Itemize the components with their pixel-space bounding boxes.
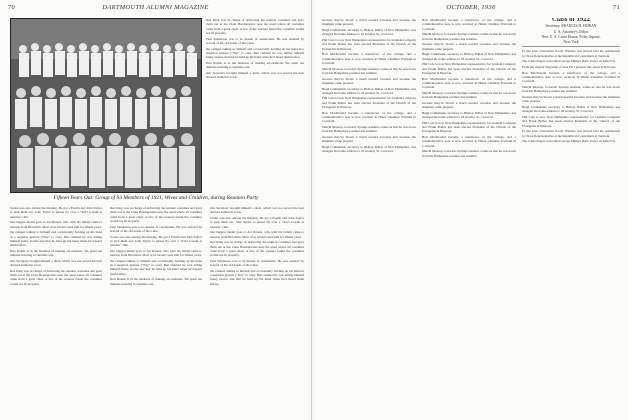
left-page-header — [8, 4, 303, 14]
left-page-number: 70 — [8, 4, 16, 11]
left-page-title: DARTMOUTH ALUMNI MAGAZINE — [102, 4, 209, 11]
left-col-paragraph: Rex King was in charge of delivering the reunion costumes and gave them out at the Class Headquarters near the quad where all costumes came from a great chest. A few of the wearers found the costumes would not fit properly. — [210, 240, 304, 258]
left-col-paragraph: Scales was also among the missing. He got a Fourth and John Taylor to pick them out. John Taylor to please fly over a "don't scream at reunion" club. — [110, 234, 202, 248]
right-col-paragraph: In this state convention Scotty Wheeler was moved into the nomination for State Representative at the Republican Convention in Vermont. — [522, 129, 620, 138]
left-col-paragraph: Rex King was in charge of delivering the reunion costumes and gave them out at the Class Headquarters near the quad where all costumes came from a great chest. A few of the wearers found the costumes would not fit properly. — [206, 18, 304, 35]
right-col-paragraph: because they've blown a much needed vacation and because the shipment came prepaid. — [322, 18, 416, 27]
left-col-paragraph: Scales was also among the missing. He got a Fourth and John Taylor to pick them out. John Taylor to please fly over a "don't scream at reunion" club. — [10, 206, 102, 219]
right-col-paragraph: Phil Cole is now New Hampshire representative for Graham Company and Frank Bolles has been elected President of the Church of the Evangelist in Hanover. — [422, 120, 516, 134]
right-col-paragraph: Phil Cole is now New Hampshire representative for Graham Company and Frank Bolles has been elected President of the Church of the Evangelist in Hanover. — [322, 37, 416, 51]
left-col-paragraph: Don Rohde is in the business of making air-cushions. We spent ten minutes learning to ventilate one. — [10, 248, 102, 258]
right-col-paragraph: Merrill Mossop, Colorado Springs resident, writes us that he was down from his Hampshire position last summer. — [522, 85, 620, 94]
right-col-paragraph: Bob MacDonald became a benefactor of the college, and a commemorative note is now received in Helen Chamber Portland in Cornwall. — [422, 18, 516, 31]
right-col-paragraph: Hugh Cruikshank, secretary to Bishop Dallas of New Hampshire, has changed his home address to 18 Greeley St., Concord. — [322, 145, 416, 154]
left-bottom-col-2 — [110, 206, 202, 416]
left-col-paragraph: Our biggest medal goes to Art Darsen, who with his family came to reunion from Honolulu. Most of us haven't seen him for fifteen years. — [210, 230, 304, 239]
right-col-paragraph: Hugh Cruikshank, secretary to Bishop Dallas of New Hampshire, has changed his home address to 18 Greeley St., Concord. — [422, 52, 516, 61]
right-col-2 — [422, 18, 516, 416]
right-col-paragraph: because they've blown a much needed vacation and because the shipment came prepaid. — [422, 100, 516, 110]
right-page-number: 71 — [612, 4, 620, 11]
right-col-paragraph: Phil Cole is now New Hampshire representative for Graham Company and Frank Bolles has been elected President of the Church of the Evangelist in Hanover. — [422, 62, 516, 75]
right-col-paragraph: because they've blown a much needed vacation and because the shipment came prepaid. — [422, 42, 516, 51]
left-col-paragraph: Paul Sanderson was to be master of ceremonies. He was assisted by several of the old hands of the Class. — [110, 224, 202, 233]
right-col-paragraph: Merrill Mossop, Colorado Springs resident, writes us that he was down from his Hampshire position last summer. — [422, 90, 516, 100]
firm-line-3: New York — [563, 40, 579, 45]
right-col-paragraph: The Cable Papers welcomed George Phillips (Mrs. Porter on March 5). — [522, 139, 616, 144]
right-col-3 — [522, 18, 620, 416]
right-col-paragraph: Phil Cole is now New Hampshire representative for Graham Company and Frank Bolles has been elected President of the Church of the Evangelist in Hanover. — [522, 115, 620, 128]
photo-caption: Fifteen Years Out: Group of 93 Members of 1921, Wives and Children, during Reunion Party — [53, 195, 259, 201]
firm-line-1: U. S. Attorney's Office — [553, 29, 589, 34]
left-bottom-col-1 — [10, 206, 102, 416]
firm-line-2: New U. S. Court House, Foley Square, — [541, 34, 601, 39]
left-col-paragraph: the campus talking to himself and occasionally holding up his hand in a negation gesture ("Nay" to one). Ben claimed he was telling himself funny stories and that he held up his hand when he'd heard them before. — [206, 46, 304, 60]
right-page-header — [322, 4, 620, 14]
right-col-paragraph: Bob MacDonald became a benefactor of the college, and a commemorative note is now received in Helen Chamber Portland in Cornwall. — [522, 70, 620, 84]
right-col-paragraph: From the chapter magazine of Zeta Psi I gleaned this about Tom Porter. — [522, 65, 617, 70]
right-col-paragraph: Merrill Mossop, Colorado Springs resident, writes us that he was down from his Hampshire position last summer. — [322, 66, 416, 75]
left-col-paragraph: Rex King was in charge of delivering the reunion costumes and gave them out at the Class Headquarters near the quad where all costumes came from a great chest. A few of the wearers found the costumes would not fit properly. — [110, 206, 202, 223]
right-col-paragraph: Phil Cole is now New Hampshire representative for Graham Company and Frank Bolles has been elected President of the Church of the Evangelist in Hanover. — [322, 96, 416, 110]
right-col-paragraph: Merrill Mossop, Colorado Springs resident, writes us that he was down from his Hampshire position last summer. — [422, 149, 516, 158]
right-col-paragraph: Hugh Cruikshank, secretary to Bishop Dallas of New Hampshire, has changed his home address to 18 Greeley St., Concord. — [322, 86, 416, 95]
left-col-paragraph: Our Secretary brought himself a duck, which was not served the best dressed animal in town. — [10, 258, 102, 268]
right-col-paragraph: Bob MacDonald became a benefactor of the college, and a commemorative note is now received in Helen Chamber Portland in Cornwall. — [422, 135, 516, 148]
right-col-paragraph: The Cable Papers welcomed George Phillips (Mrs. Porter on March 5). — [522, 59, 616, 64]
left-col-paragraph: Our Secretary brought himself a duck, which was not served the best dressed animal in town. — [206, 70, 304, 80]
left-col-paragraph: Our Secretary brought himself a duck, which was not served the best dressed animal in town. — [210, 206, 304, 215]
left-col-paragraph: Paul Sanderson was to be master of ceremonies. He was assisted by several of the old hands of the Class. — [210, 258, 304, 268]
right-col-paragraph: because they've blown a much needed vacation and because the shipment came prepaid. — [522, 95, 620, 104]
right-col-paragraph: Merrill Mossop, Colorado Springs resident, writes us that he was down from his Hampshire position last summer. — [322, 125, 416, 134]
left-col-paragraph: Rex King was in charge of delivering the reunion costumes and gave them out at the Class Headquarters near the quad where all costumes came from a great chest. A few of the wearers found the costumes would not fit properly. — [10, 268, 102, 286]
left-bottom-col-3 — [210, 206, 304, 416]
right-page — [314, 0, 628, 420]
photo-graphic — [11, 19, 201, 192]
left-col-paragraph: Scales was also among the missing. He got a Fourth and John Taylor to pick them out. John Taylor to please fly over a "don't scream at reunion" club. — [210, 215, 304, 229]
right-col-paragraph: Hugh Cruikshank, secretary to Bishop Dallas of New Hampshire, has changed his home address to 18 Greeley St., Concord. — [422, 110, 516, 120]
right-col-paragraph: Hugh Cruikshank, secretary to Bishop Dallas of New Hampshire, has changed his home address to 18 Greeley St., Concord. — [522, 105, 620, 114]
right-col-paragraph: Bob MacDonald became a benefactor of the college, and a commemorative note is now received in Helen Chamber Portland in Cornwall. — [322, 110, 416, 124]
right-col-paragraph: because they've blown a much needed vacation and because the shipment came prepaid. — [322, 76, 416, 85]
right-col-paragraph: Hugh Cruikshank, secretary to Bishop Dallas of New Hampshire, has changed his home address to 18 Greeley St., Concord. — [322, 27, 416, 37]
left-col-paragraph: Don Rohde is in the business of making air-cushions. We spent ten minutes learning to ventilate one. — [110, 277, 202, 286]
left-col-paragraph: the campus talking to himself and occasionally holding up his hand in a negation gesture ("Nay" to one). Ben claimed he was telling himself funny stories and that he held up his hand when he'd heard them before. — [110, 258, 202, 276]
right-col-paragraph: because they've blown a much needed vacation and because the shipment came prepaid. — [322, 135, 416, 144]
right-col-paragraph: Merrill Mossop, Colorado Springs resident, writes us that he was down from his Hampshire position last summer. — [422, 32, 516, 41]
left-col-paragraph: Don Rohde is in the business of making air-cushions. We spent ten minutes learning to ventilate one. — [206, 60, 304, 70]
left-column-right-of-photo — [206, 18, 304, 193]
left-col-paragraph: the campus talking to himself and occasionally holding up his hand in a negation gesture ("Nay" to one). Ben claimed he was telling himself funny stories and that he held up his hand when he'd heard them before. — [210, 268, 304, 286]
class-of-1922-heading: Class of 1922 — [551, 18, 591, 23]
right-col-paragraph: Bob MacDonald became a benefactor of the college, and a commemorative note is now received in Helen Chamber Portland in Cornwall. — [422, 76, 516, 90]
left-col-paragraph: Our biggest medal goes to Art Darsen, who with his family came to reunion from Honolulu. Most of us haven't seen him for fifteen years. — [10, 220, 102, 229]
left-col-paragraph: Our biggest medal goes to Art Darsen, who with his family came to reunion from Honolulu. Most of us haven't seen him for fifteen years. — [110, 248, 202, 258]
left-col-paragraph: the campus talking to himself and occasionally holding up his hand in a negation gesture ("Nay" to one). Ben claimed he was telling himself funny stories and that he held up his hand when he'd heard them before. — [10, 230, 102, 248]
right-col-paragraph: Bob MacDonald became a benefactor of the college, and a commemorative note is now received in Helen Chamber Portland in Cornwall. — [322, 52, 416, 65]
reunion-group-photo — [10, 18, 202, 193]
right-col-paragraph: In this state convention Scotty Wheeler was moved into the nomination for State Representative at the Republican Convention in Vermont. — [522, 49, 620, 58]
right-page-title: OCTOBER, 1936 — [446, 4, 496, 11]
left-col-paragraph: Paul Sanderson was to be master of ceremonies. He was assisted by several of the old hands of the Class. — [206, 36, 304, 45]
divider — [522, 46, 620, 47]
left-page — [0, 0, 312, 420]
right-col-1 — [322, 18, 416, 416]
secretary-line: Secretary, FRANCIS H. HORAN — [545, 24, 597, 29]
